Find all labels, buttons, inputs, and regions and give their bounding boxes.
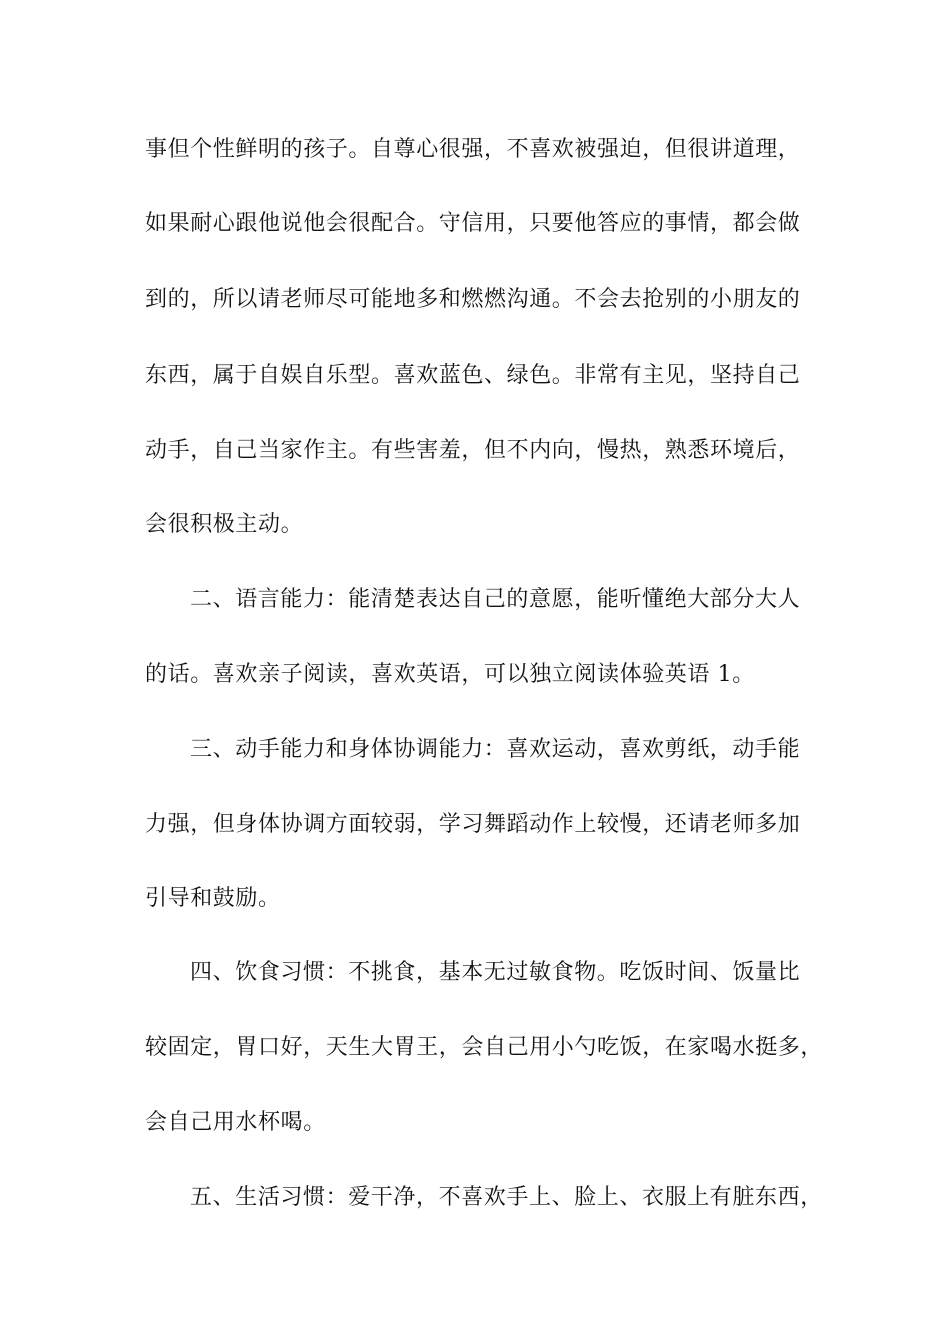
- section-heading-motor-skills: 三、动手能力和身体协调能力：喜欢运动，喜欢剪纸，动手能: [190, 737, 801, 762]
- paragraph-line: 力强，但身体协调方面较弱，学习舞蹈动作上较慢，还请老师多加: [145, 812, 801, 837]
- paragraph-line: 的话。喜欢亲子阅读，喜欢英语，可以独立阅读体验英语 1。: [145, 662, 755, 687]
- paragraph-line: 较固定，胃口好，天生大胃王，会自己用小勺吃饭，在家喝水挺多，: [145, 1035, 824, 1060]
- paragraph-line: 到的，所以请老师尽可能地多和燃燃沟通。不会去抢别的小朋友的: [145, 287, 801, 312]
- section-heading-living-habits: 五、生活习惯：爱干净，不喜欢手上、脸上、衣服上有脏东西，: [190, 1185, 823, 1210]
- paragraph-line: 事但个性鲜明的孩子。自尊心很强，不喜欢被强迫，但很讲道理，: [145, 137, 801, 162]
- section-heading-eating-habits: 四、饮食习惯：不挑食，基本无过敏食物。吃饭时间、饭量比: [190, 960, 801, 985]
- section-heading-language: 二、语言能力：能清楚表达自己的意愿，能听懂绝大部分大人: [190, 587, 801, 612]
- paragraph-line: 会很积极主动。: [145, 512, 304, 537]
- paragraph-line: 动手，自己当家作主。有些害羞，但不内向，慢热，熟悉环境后，: [145, 438, 801, 463]
- paragraph-line: 东西，属于自娱自乐型。喜欢蓝色、绿色。非常有主见，坚持自己: [145, 363, 801, 388]
- paragraph-line: 引导和鼓励。: [145, 886, 281, 911]
- paragraph-line: 会自己用水杯喝。: [145, 1110, 326, 1135]
- paragraph-line: 如果耐心跟他说他会很配合。守信用，只要他答应的事情，都会做: [145, 211, 801, 236]
